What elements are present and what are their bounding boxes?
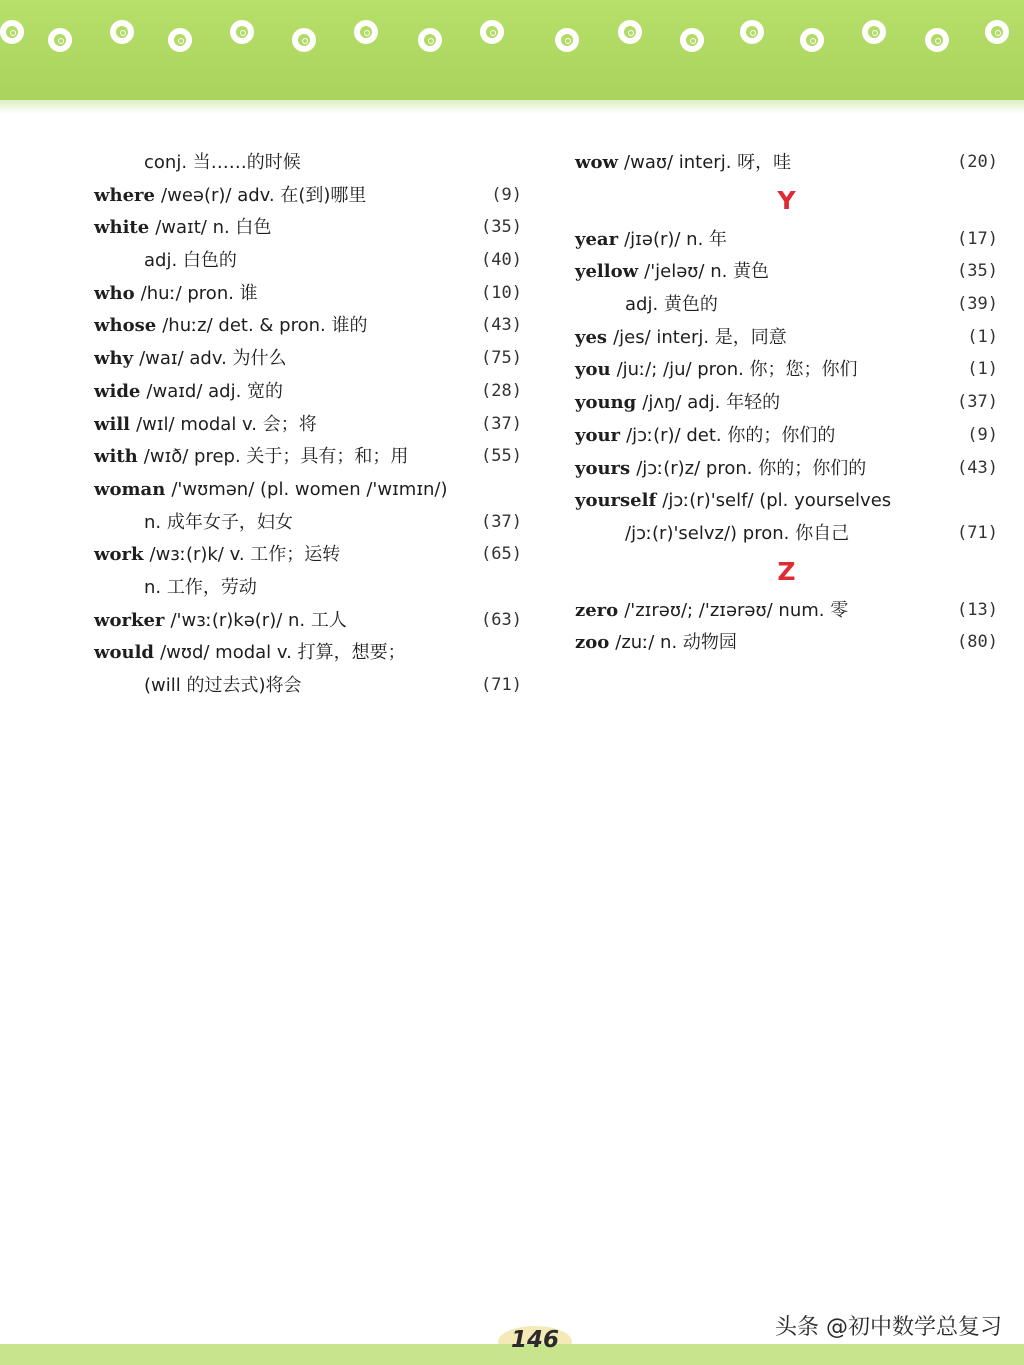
entry-page-ref: (39) (957, 294, 998, 315)
entry-definition: adj. 白色的 (144, 250, 237, 272)
entry-definition: /wɪl/ modal v. 会；将 (136, 413, 317, 435)
decorative-ring (618, 20, 642, 44)
entry-definition: n. 成年女子，妇女 (144, 511, 293, 533)
decorative-ring (680, 28, 704, 52)
entry-page-ref: (10) (481, 282, 522, 303)
dictionary-entry (575, 255, 998, 288)
dictionary-entry (94, 636, 522, 669)
dictionary-entry (575, 223, 998, 256)
entry-headword: whose (94, 315, 157, 337)
entry-page-ref: (17) (957, 228, 998, 249)
entry-headword: work (94, 544, 144, 566)
decorative-ring (925, 28, 949, 52)
decorative-ring (985, 20, 1009, 44)
entry-definition: /jɔː(r)/ det. 你的；你们的 (626, 424, 836, 446)
decorative-ring (230, 20, 254, 44)
dictionary-entry (575, 517, 998, 550)
entry-definition: n. 工作，劳动 (144, 576, 257, 598)
section-letter-z: Z (777, 556, 796, 586)
decorative-ring (168, 28, 192, 52)
entry-definition: /jɔː(r)'selvz/) pron. 你自己 (625, 522, 850, 544)
entry-headword: wow (575, 152, 618, 173)
entry-page-ref: (55) (481, 446, 522, 467)
entry-definition: /jɪə(r)/ n. 年 (624, 228, 728, 250)
entry-page-ref: (35) (957, 261, 998, 282)
watermark: 头条 @初中数学总复习 (775, 1315, 1002, 1340)
entry-definition: /wɜː(r)k/ v. 工作；运转 (149, 544, 341, 566)
entry-definition: /waɪd/ adj. 宽的 (146, 380, 284, 402)
entry-page-ref: (43) (481, 315, 522, 336)
entry-definition: /huː/ pron. 谁 (140, 282, 258, 304)
entry-headword: who (94, 282, 135, 304)
dictionary-entry (575, 594, 998, 627)
entry-page-ref: (71) (957, 522, 998, 543)
dictionary-entry (575, 321, 998, 354)
entry-definition: /waʊ/ interj. 呀，哇 (624, 152, 792, 173)
entry-headword: your (575, 424, 621, 446)
entry-headword: woman (94, 478, 166, 500)
dictionary-entry (94, 211, 522, 244)
dictionary-entry (94, 473, 522, 506)
entry-definition: adj. 黄色的 (625, 294, 718, 316)
entry-headword: where (94, 184, 155, 206)
dictionary-entry (575, 386, 998, 419)
entry-definition: /juː/; /ju/ pron. 你；您；你们 (616, 359, 858, 381)
right-column-top (575, 146, 998, 179)
dictionary-entry (94, 309, 522, 342)
dictionary-entry (94, 506, 522, 539)
dictionary-entry (575, 419, 998, 452)
dictionary-entry (94, 375, 522, 408)
header-fade (0, 100, 1024, 114)
dictionary-entry (94, 342, 522, 375)
entry-headword: with (94, 446, 138, 468)
dictionary-entry (575, 288, 998, 321)
dictionary-entry (94, 538, 522, 571)
section-letter-y: Y (777, 185, 796, 215)
decorative-ring (480, 20, 504, 44)
entry-page-ref: (13) (957, 599, 998, 620)
entry-headword: yes (575, 326, 608, 348)
entry-page-ref: (40) (481, 250, 522, 271)
entry-definition: (will 的过去式)将会 (144, 675, 302, 696)
entry-page-ref: (75) (481, 348, 522, 369)
entry-page-ref: (1) (967, 359, 998, 380)
entry-page-ref: (43) (957, 457, 998, 478)
entry-definition: /jɔː(r)z/ pron. 你的；你们的 (636, 457, 867, 479)
dictionary-entry (94, 244, 522, 277)
entry-headword: yellow (575, 261, 639, 283)
decorative-ring (292, 28, 316, 52)
decorative-ring (418, 28, 442, 52)
entry-page-ref: (80) (957, 632, 998, 653)
entry-headword: young (575, 392, 637, 414)
dictionary-entry (94, 440, 522, 473)
entry-page-ref: (37) (481, 413, 522, 434)
entry-definition: /huːz/ det. & pron. 谁的 (162, 315, 368, 337)
dictionary-entry (94, 604, 522, 637)
entry-definition: /'zɪrəʊ/; /'zɪərəʊ/ num. 零 (624, 599, 849, 621)
dictionary-entry (94, 146, 522, 179)
entry-page-ref: (1) (967, 326, 998, 347)
entry-definition: /jʌŋ/ adj. 年轻的 (642, 392, 781, 414)
entry-page-ref: (71) (481, 675, 522, 695)
dictionary-entry (575, 626, 998, 659)
right-column-y-entries (575, 223, 998, 550)
decorative-ring (862, 20, 886, 44)
entry-page-ref: (37) (957, 392, 998, 413)
decorative-ring (48, 28, 72, 52)
entry-headword: wide (94, 380, 141, 402)
page-number: 146 (480, 1320, 590, 1360)
dictionary-entry (94, 571, 522, 604)
decorative-ring (800, 28, 824, 52)
entry-definition: /'wɜː(r)kə(r)/ n. 工人 (170, 609, 347, 631)
entry-headword: yourself (575, 490, 657, 512)
entry-page-ref: (35) (481, 217, 522, 238)
entry-headword: yours (575, 457, 631, 479)
header-band (0, 0, 1024, 100)
entry-definition: conj. 当……的时候 (144, 152, 301, 173)
entry-headword: zero (575, 599, 619, 621)
dictionary-entry (575, 452, 998, 485)
entry-definition: /waɪ/ adv. 为什么 (139, 348, 287, 370)
dictionary-entry (575, 146, 998, 179)
entry-page-ref: (63) (481, 609, 522, 630)
entry-headword: year (575, 228, 619, 250)
entry-definition: /zuː/ n. 动物园 (615, 632, 737, 654)
entry-page-ref: (37) (481, 511, 522, 532)
entry-headword: will (94, 413, 131, 435)
entry-definition: /wʊd/ modal v. 打算，想要； (160, 642, 406, 664)
right-column-z-entries (575, 594, 998, 659)
entry-definition: /'wʊmən/ (pl. women /'wɪmɪn/) (171, 478, 448, 500)
right-column (575, 146, 998, 659)
entry-headword: zoo (575, 632, 610, 654)
left-column (94, 146, 522, 702)
entry-page-ref: (9) (491, 184, 522, 205)
entry-headword: you (575, 359, 611, 381)
entry-definition: /jes/ interj. 是，同意 (613, 326, 787, 348)
entry-page-ref: (9) (967, 424, 998, 445)
entry-headword: would (94, 642, 155, 664)
entry-definition: /jɔː(r)'self/ (pl. yourselves (662, 490, 892, 512)
decorative-ring (740, 20, 764, 44)
decorative-ring (555, 28, 579, 52)
dictionary-entry (575, 484, 998, 517)
dictionary-entry (94, 669, 522, 702)
entry-definition: /waɪt/ n. 白色 (155, 217, 272, 239)
entry-headword: why (94, 348, 134, 370)
entry-page-ref: (65) (481, 544, 522, 565)
decorative-ring (110, 20, 134, 44)
entry-definition: /'jeləʊ/ n. 黄色 (644, 261, 770, 283)
entry-definition: /weə(r)/ adv. 在(到)哪里 (161, 184, 367, 206)
dictionary-entry (94, 179, 522, 212)
entry-page-ref: (20) (957, 152, 998, 172)
dictionary-entry (575, 353, 998, 386)
entry-headword: white (94, 217, 150, 239)
decorative-ring (354, 20, 378, 44)
dictionary-entry (94, 277, 522, 310)
decorative-ring (0, 20, 24, 44)
entry-headword: worker (94, 609, 165, 631)
entry-page-ref: (28) (481, 380, 522, 401)
dictionary-entry (94, 408, 522, 441)
entry-definition: /wɪð/ prep. 关于；具有；和；用 (143, 446, 409, 468)
